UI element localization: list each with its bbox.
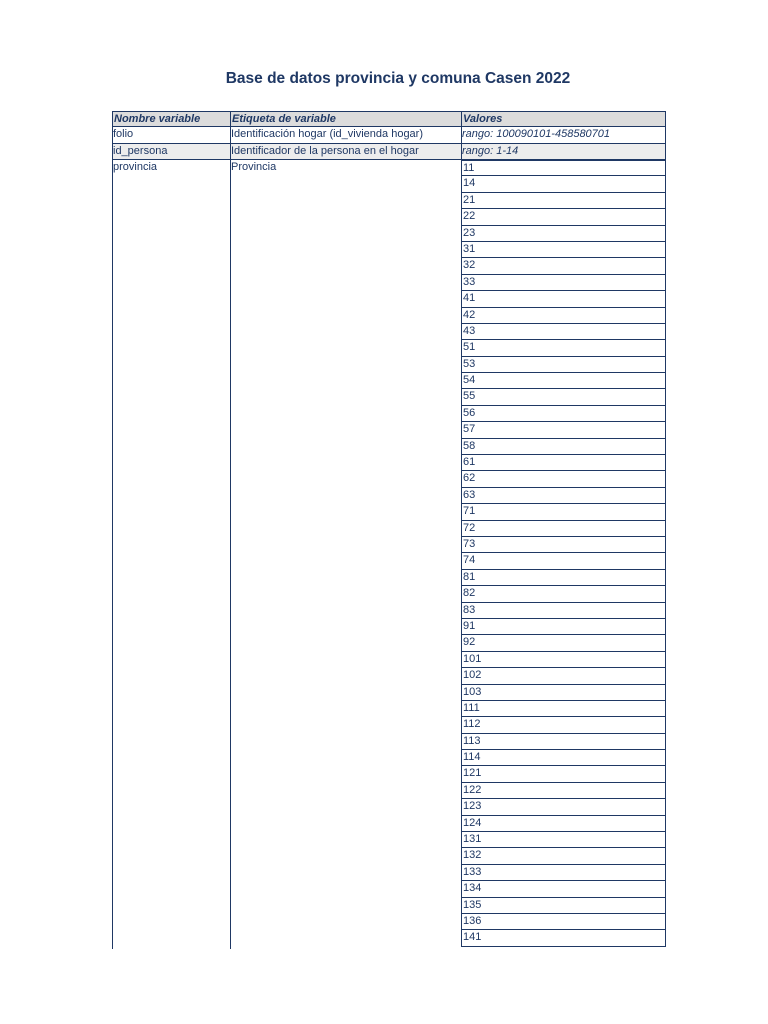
header-etiqueta-variable: Etiqueta de variable: [232, 113, 336, 125]
provincia-value-cell: 72: [461, 521, 666, 537]
provincia-value-cell: 113: [461, 734, 666, 750]
provincia-value-cell: 102: [461, 668, 666, 684]
provincia-value-cell: 56: [461, 406, 666, 422]
provincia-value-cell: 57: [461, 422, 666, 438]
provincia-value-cell: 71: [461, 504, 666, 520]
provincia-value-cell: 122: [461, 783, 666, 799]
provincia-value-cell: 123: [461, 799, 666, 815]
variable-label: Provincia: [231, 161, 277, 173]
provincia-value-cell: 135: [461, 898, 666, 914]
provincia-value-cell: 124: [461, 816, 666, 832]
variable-name: provincia: [113, 161, 158, 173]
provincia-value-cell: 58: [461, 439, 666, 455]
provincia-value-cell: 41: [461, 291, 666, 307]
column-border: [112, 111, 113, 949]
provincia-value-cell: 33: [461, 275, 666, 291]
provincia-value-cell: 54: [461, 373, 666, 389]
column-border: [461, 111, 462, 160]
provincia-value-cell: 81: [461, 570, 666, 586]
table-row: [112, 127, 666, 144]
provincia-value-cell: 23: [461, 226, 666, 242]
provincia-value-cell: 21: [461, 193, 666, 209]
provincia-value-cell: 73: [461, 537, 666, 553]
provincia-value-cell: 51: [461, 340, 666, 356]
provincia-value-cell: 55: [461, 389, 666, 405]
column-border: [230, 111, 231, 949]
page-title: Base de datos provincia y comuna Casen 2022: [225, 70, 571, 87]
variable-label: Identificación hogar (id_vivienda hogar): [231, 128, 424, 140]
header-nombre-variable: Nombre variable: [114, 113, 201, 125]
provincia-value-cell: 132: [461, 848, 666, 864]
provincia-value-cell: 133: [461, 865, 666, 881]
provincia-value-cell: 136: [461, 914, 666, 930]
provincia-value-cell: 92: [461, 635, 666, 651]
variable-value: rango: 100090101-458580701: [462, 128, 611, 140]
provincia-value-cell: 31: [461, 242, 666, 258]
table-row: [112, 144, 666, 161]
variable-table: [112, 111, 666, 944]
provincia-values-list: [461, 160, 666, 947]
provincia-value-cell: 101: [461, 652, 666, 668]
provincia-value-cell: 141: [461, 930, 666, 946]
provincia-value-cell: 82: [461, 586, 666, 602]
header-valores: Valores: [463, 113, 503, 125]
provincia-value-cell: 62: [461, 471, 666, 487]
provincia-value-cell: 112: [461, 717, 666, 733]
provincia-value-cell: 103: [461, 685, 666, 701]
variable-name: folio: [113, 128, 134, 140]
variable-label: Identificador de la persona en el hogar: [231, 144, 419, 157]
provincia-value-cell: 111: [461, 701, 666, 717]
provincia-value-cell: 131: [461, 832, 666, 848]
provincia-value-cell: 74: [461, 553, 666, 569]
provincia-value-cell: 11: [461, 160, 666, 176]
variable-value: rango: 1-14: [462, 144, 519, 157]
provincia-value-cell: 43: [461, 324, 666, 340]
provincia-value-cell: 91: [461, 619, 666, 635]
provincia-value-cell: 114: [461, 750, 666, 766]
provincia-value-cell: 61: [461, 455, 666, 471]
provincia-value-cell: 22: [461, 209, 666, 225]
provincia-value-cell: 63: [461, 488, 666, 504]
provincia-value-cell: 121: [461, 766, 666, 782]
variable-name: id_persona: [113, 144, 168, 157]
provincia-value-cell: 42: [461, 308, 666, 324]
provincia-value-cell: 83: [461, 603, 666, 619]
provincia-value-cell: 14: [461, 176, 666, 192]
table-header: [112, 111, 666, 127]
column-border: [665, 111, 666, 160]
provincia-value-cell: 32: [461, 258, 666, 274]
provincia-value-cell: 53: [461, 357, 666, 373]
provincia-value-cell: 134: [461, 881, 666, 897]
